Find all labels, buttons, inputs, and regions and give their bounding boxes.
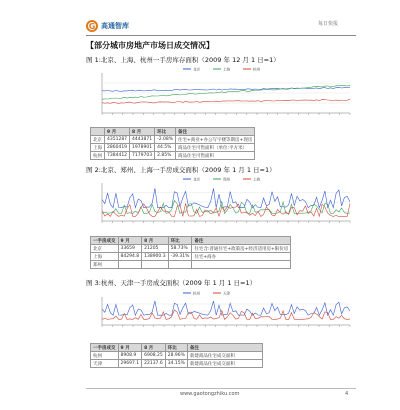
- table-cell: 4443871: [130, 136, 155, 144]
- legend-label: 杭州: [193, 291, 200, 296]
- legend-label: 北京: [193, 177, 200, 182]
- table-cell: 杭州: [91, 352, 119, 360]
- table2-header: 9 月: [118, 237, 142, 245]
- table1-header: 备注: [176, 128, 255, 136]
- series-line: [102, 301, 350, 315]
- table-cell: 84294.8: [118, 253, 142, 261]
- table-cell: 7179703: [130, 152, 155, 160]
- series-line: [102, 99, 350, 103]
- table-cell: 商品住宅可售面积: [176, 152, 255, 160]
- figure2-line-chart: [88, 175, 354, 233]
- table3-header: 备注: [187, 344, 262, 352]
- section-title: 【部分城市房地产市场日成交情况】: [86, 41, 214, 50]
- table3-header: 环比: [165, 344, 187, 352]
- series-line: [102, 85, 350, 99]
- table-cell: 34.15%: [165, 360, 187, 368]
- table-cell: 1978901: [130, 144, 155, 152]
- table3: [90, 343, 263, 368]
- table-row: [91, 352, 263, 360]
- table-cell: 44.5%: [155, 144, 176, 152]
- figure1-line-chart: [88, 65, 354, 125]
- table-row: [91, 144, 255, 152]
- table-cell: 新建商品住宅成交面积: [187, 360, 262, 368]
- table3-header: 一手房成交: [91, 344, 119, 352]
- table-cell: [142, 261, 168, 269]
- legend-label: 北京: [193, 67, 200, 72]
- header-right-text: 每日快报: [318, 21, 339, 27]
- table2-header: 8 月: [142, 237, 168, 245]
- table-cell: 新建商品住宅成交面积: [187, 352, 262, 360]
- figure2-caption: 图 2:北京、郑州、上海一手房成交面积（2009 年 1 月 1 日=1）: [86, 166, 276, 174]
- table-cell: -2.08%: [155, 136, 176, 144]
- header-divider: [86, 35, 356, 36]
- figure1-caption: 图 1:北京、上海、杭州一手房库存面积（2009 年 12 月 1 日=1）: [86, 56, 280, 64]
- footer-url: www.gaotongzhiku.com: [180, 391, 240, 397]
- figure3-line-chart: [88, 289, 354, 337]
- table-cell: 北京: [91, 136, 105, 144]
- table1-header: 9 月: [105, 128, 130, 136]
- table-row: [91, 253, 291, 261]
- table-cell: 28.96%: [165, 352, 187, 360]
- table-cell: 21205: [142, 245, 168, 253]
- table-cell: 杭州: [91, 152, 105, 160]
- table3-header: 9 月: [118, 344, 142, 352]
- figure3-caption: 图 3:杭州、天津一手房成交面积（2009 年 1 月 1 日=1）: [86, 279, 257, 287]
- table-row: [91, 136, 255, 144]
- table-cell: 住宅含:普通住宅+政策房+经济适用房+限价房: [192, 245, 291, 253]
- table-cell: 商品住宅可售面积（单位:平方米）: [176, 144, 255, 152]
- figure1-chart: [88, 65, 354, 125]
- legend-label: 上海: [223, 67, 230, 72]
- brand-logo: [86, 18, 129, 34]
- table2-header-row: [91, 237, 291, 245]
- table-cell: [168, 261, 192, 269]
- logo-text: 高通智库: [101, 22, 129, 30]
- table2-header: 环比: [168, 237, 192, 245]
- legend-label: 天津: [223, 291, 230, 296]
- table-cell: 上海: [91, 144, 105, 152]
- page-number: 4: [345, 391, 349, 397]
- table3-header: 8 月: [142, 344, 166, 352]
- table1-header: [91, 128, 105, 136]
- table-cell: 8908.9: [118, 352, 142, 360]
- table-row: [91, 245, 291, 253]
- figure2-chart: [88, 175, 354, 233]
- table-row: [91, 261, 291, 269]
- table-cell: 138900.3: [142, 253, 168, 261]
- table-cell: -39.31%: [168, 253, 192, 261]
- table3-header-row: [91, 344, 263, 352]
- table2-header: 备注: [192, 237, 291, 245]
- table2: [90, 236, 291, 269]
- table-cell: 郑州: [91, 261, 119, 269]
- table-cell: 2860419: [105, 144, 130, 152]
- table-cell: 北京: [91, 245, 119, 253]
- table-cell: 29697.1: [118, 360, 142, 368]
- table-cell: 22137.6: [142, 360, 166, 368]
- table-row: [91, 152, 255, 160]
- table-cell: 7384412: [105, 152, 130, 160]
- footer-divider: [86, 388, 356, 389]
- table1-header: 环比: [155, 128, 176, 136]
- legend-label: 杭州: [253, 67, 260, 72]
- table-cell: 住宅+商办: [192, 253, 291, 261]
- table-row: [91, 360, 263, 368]
- table-cell: 4351287: [105, 136, 130, 144]
- series-line: [102, 188, 350, 207]
- table-cell: 上海: [91, 253, 119, 261]
- figure3-chart: [88, 289, 354, 337]
- table1-header-row: [91, 128, 255, 136]
- table-cell: 2.85%: [155, 152, 176, 160]
- series-line: [102, 87, 350, 91]
- legend-label: 郑州: [223, 177, 230, 182]
- table-cell: 58.73%: [168, 245, 192, 253]
- table-cell: 天津: [91, 360, 119, 368]
- legend-label: 上海: [253, 177, 260, 182]
- table-cell: 6908.25: [142, 352, 166, 360]
- logo-icon: G: [86, 20, 98, 32]
- table-cell: [192, 261, 291, 269]
- table2-header: 一手房成交: [91, 237, 119, 245]
- table-cell: 33659: [118, 245, 142, 253]
- table-cell: [118, 261, 142, 269]
- table1-header: 8 月: [130, 128, 155, 136]
- table1: [90, 127, 255, 160]
- table-cell: 住宅+商业+办公写字楼等期房+现房: [176, 136, 255, 144]
